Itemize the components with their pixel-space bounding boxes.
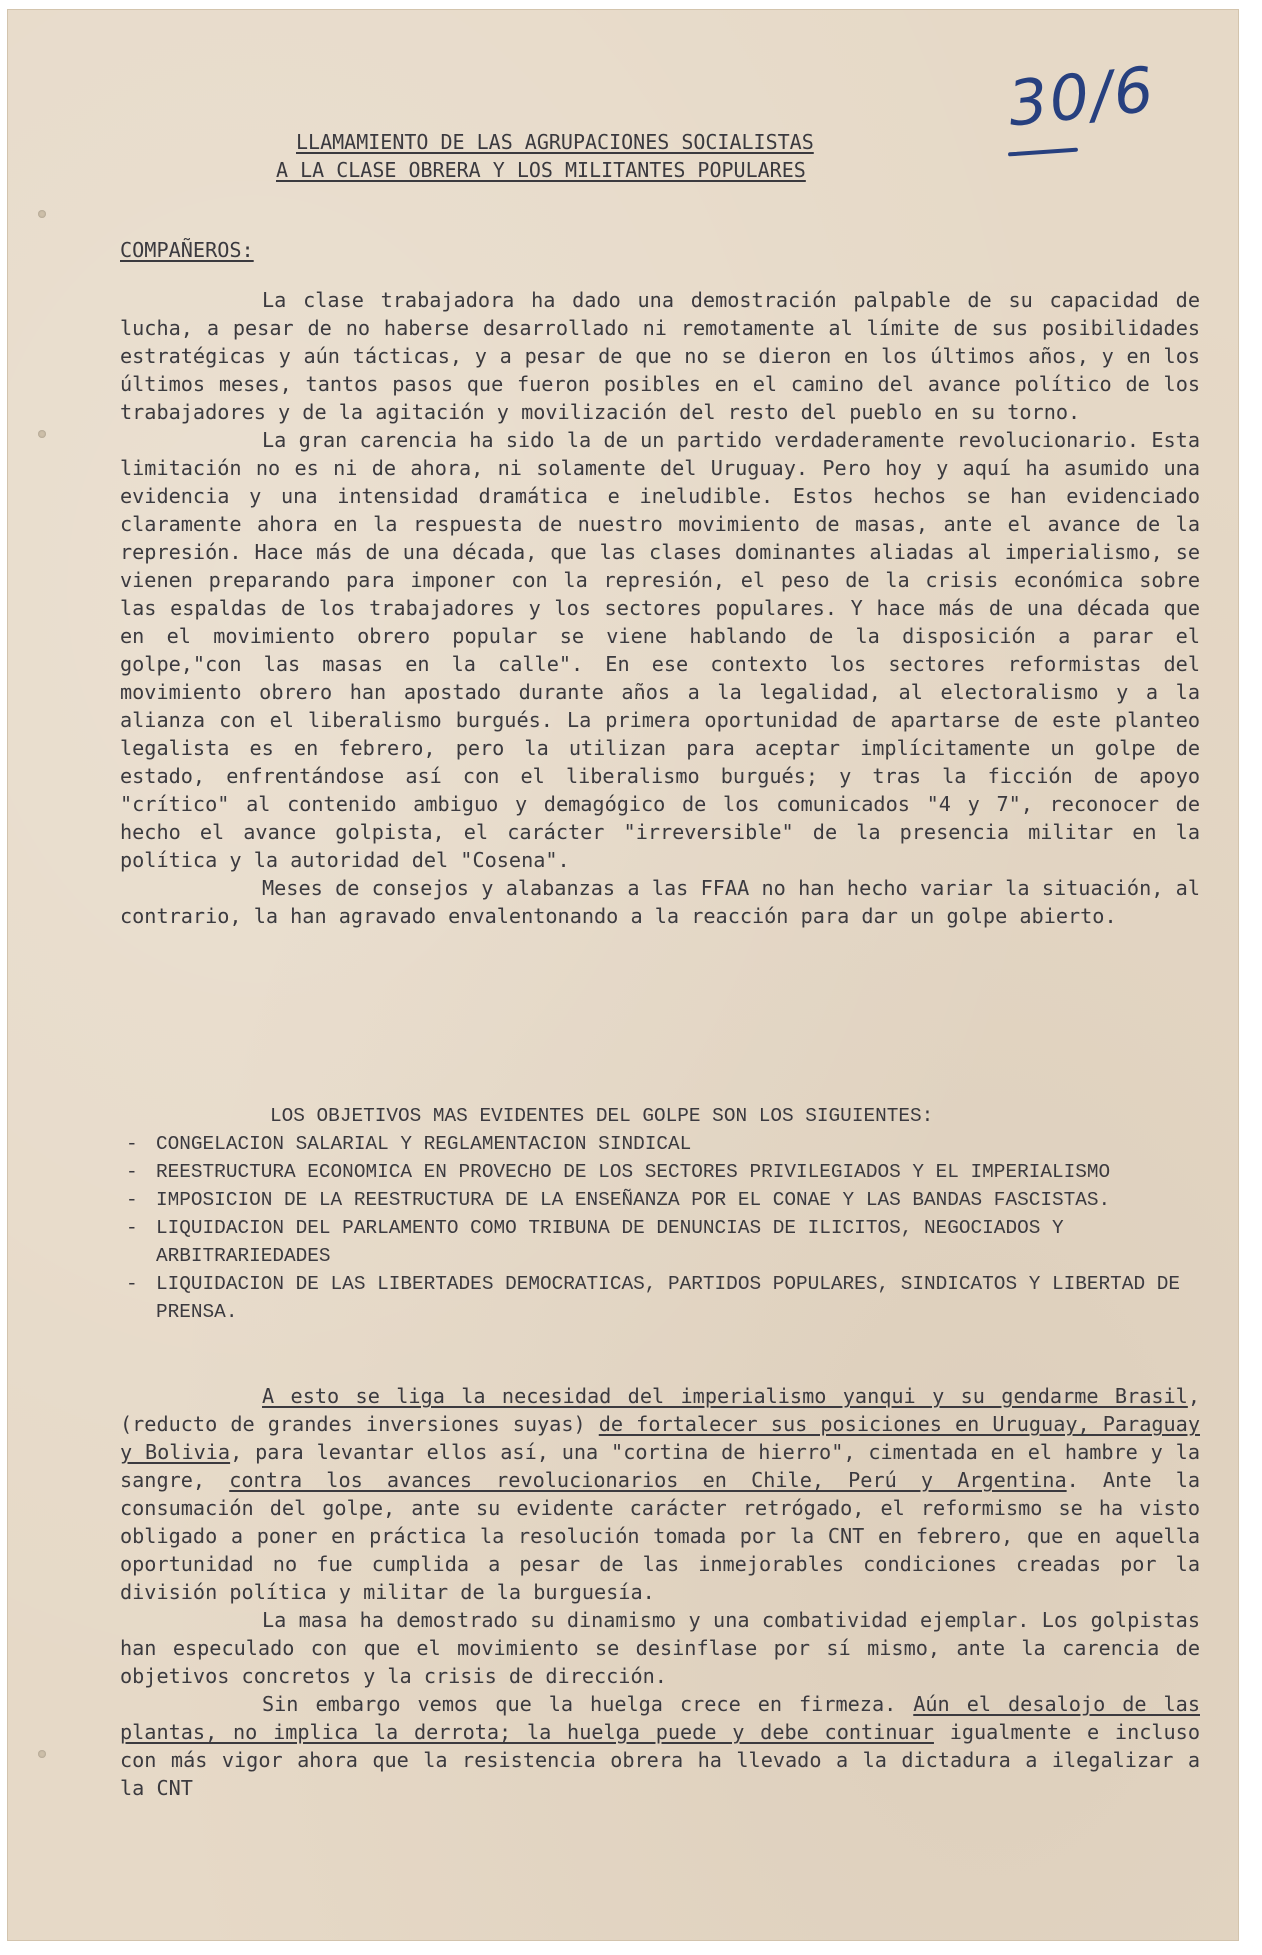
paragraph-6 [120, 1690, 1200, 1802]
typed-document [8, 10, 1238, 1940]
objectives-list-section [120, 1102, 1200, 1326]
paragraph-3: Meses de consejos y alabanzas a las FFAA no han hecho variar la situación, al contrario, la han agravado envalentonando a la reacción para dar un golpe abierto. [120, 876, 1200, 928]
text-run: Sin embargo vemos que la huelga crece en firmeza. [262, 1692, 914, 1716]
paragraph-5: La masa ha demostrado su dinamismo y una combatividad ejemplar. Los golpistas han especulado con que el movimiento se desinflase por sí mismo, ante la carencia de objetivos concretos y la crisis de dirección. [120, 1608, 1200, 1688]
objectives-heading: LOS OBJETIVOS MAS EVIDENTES DEL GOLPE SON LOS SIGUIENTES: [270, 1105, 934, 1127]
paragraph-1: La clase trabajadora ha dado una demostración palpable de su capacidad de lucha, a pesar de no haberse desarrollado ni remotamente al límite de sus posibilidades estratégicas y aún tácticas, y a pesar de que no se dieron en los últimos años, y en los últimos meses, tantos pasos que fueron posibles en el camino del avance político de los trabajadores y de la agitación y movilización del resto del pueblo en su torno. [120, 288, 1200, 424]
title-line-1: LLAMAMIENTO DE LAS AGRUPACIONES SOCIALISTAS [296, 130, 814, 154]
underlined-phrase: contra los avances revolucionarios en Chile, Perú y Argentina [229, 1468, 1067, 1492]
objective-item: - CONGELACION SALARIAL Y REGLAMENTACION SINDICAL [120, 1130, 1200, 1158]
title-line-2: A LA CLASE OBRERA Y LOS MILITANTES POPULARES [276, 158, 806, 182]
underlined-phrase: A esto se liga la necesidad del imperialismo yanqui y su gendarme Brasil [262, 1384, 1188, 1408]
salutation: COMPAÑEROS: [120, 238, 254, 262]
document-title [276, 128, 956, 184]
body-section-2 [120, 1382, 1200, 1802]
objectives-list [120, 1130, 1200, 1326]
paragraph-4 [120, 1382, 1200, 1606]
body-section-1 [120, 286, 1200, 930]
underlined-phrase: de fortalecer sus posiciones en Uruguay, Paraguay y Bolivia [120, 1412, 1200, 1464]
text-run: , (reducto de grandes inversiones suyas) [120, 1384, 1200, 1436]
text-run: , para levantar ellos así, una "cortina de hierro", cimentada en el hambre y la sangre, [120, 1440, 1200, 1492]
paragraph-2: La gran carencia ha sido la de un partido verdaderamente revolucionario. Esta limitación no es ni de ahora, ni solamente del Uruguay. Pero hoy y aquí ha asumido una evidencia y una intensidad dramática e ineludible. Estos hechos se han evidenciado claramente ahora en la respuesta de nuestro movimiento de masas, ante el avance de la represión. Hace más de una década, que las clases dominantes aliadas al imperialismo, se vienen preparando para imponer con la represión, el peso de la crisis económica sobre las espaldas de los trabajadores y los sectores populares. Y hace más de una década que en el movimiento obrero popular se viene hablando de la disposición a parar el golpe,"con las masas en la calle". En ese contexto los sectores reformistas del movimiento obrero han apostado durante años a la legalidad, al electoralismo y a la alianza con el liberalismo burgués. La primera oportunidad de apartarse de este planteo legalista es en febrero, pero la utilizan para aceptar implícitamente un golpe de estado, enfrentándose así con el liberalismo burgués; y tras la ficción de apoyo "crítico" al contenido ambiguo y demagógico de los comunicados "4 y 7", reconocer de hecho el avance golpista, el carácter "irreversible" de la presencia militar en la política y la autoridad del "Cosena". [120, 428, 1200, 872]
handwritten-page-number: 30/6 [1004, 52, 1159, 141]
text-run: igualmente e incluso con más vigor ahora que la resistencia obrera ha llevado a la dictadura a ilegalizar a la CNT [120, 1720, 1200, 1800]
objective-item: - LIQUIDACION DEL PARLAMENTO COMO TRIBUNA DE DENUNCIAS DE ILICITOS, NEGOCIADOS Y ARBITRARIEDADES [120, 1214, 1200, 1270]
document-page [8, 10, 1238, 1940]
objective-item: - IMPOSICION DE LA REESTRUCTURA DE LA ENSEÑANZA POR EL CONAE Y LAS BANDAS FASCISTAS. [120, 1186, 1200, 1214]
objective-item: - LIQUIDACION DE LAS LIBERTADES DEMOCRATICAS, PARTIDOS POPULARES, SINDICATOS Y LIBERTAD DE PRENSA. [120, 1270, 1200, 1326]
objective-item: - REESTRUCTURA ECONOMICA EN PROVECHO DE LOS SECTORES PRIVILEGIADOS Y EL IMPERIALISMO [120, 1158, 1200, 1186]
text-run: . Ante la consumación del golpe, ante su evidente carácter retrógado, el reformismo se ha visto obligado a poner en práctica la resolución tomada por la CNT en febrero, que en aquella oportunidad no fue cumplida a pesar de las inmejorables condiciones creadas por la división política y militar de la burguesía. [120, 1468, 1201, 1604]
underlined-phrase: Aún el desalojo de las plantas, no implica la derrota; la huelga puede y debe continuar [120, 1692, 1200, 1744]
